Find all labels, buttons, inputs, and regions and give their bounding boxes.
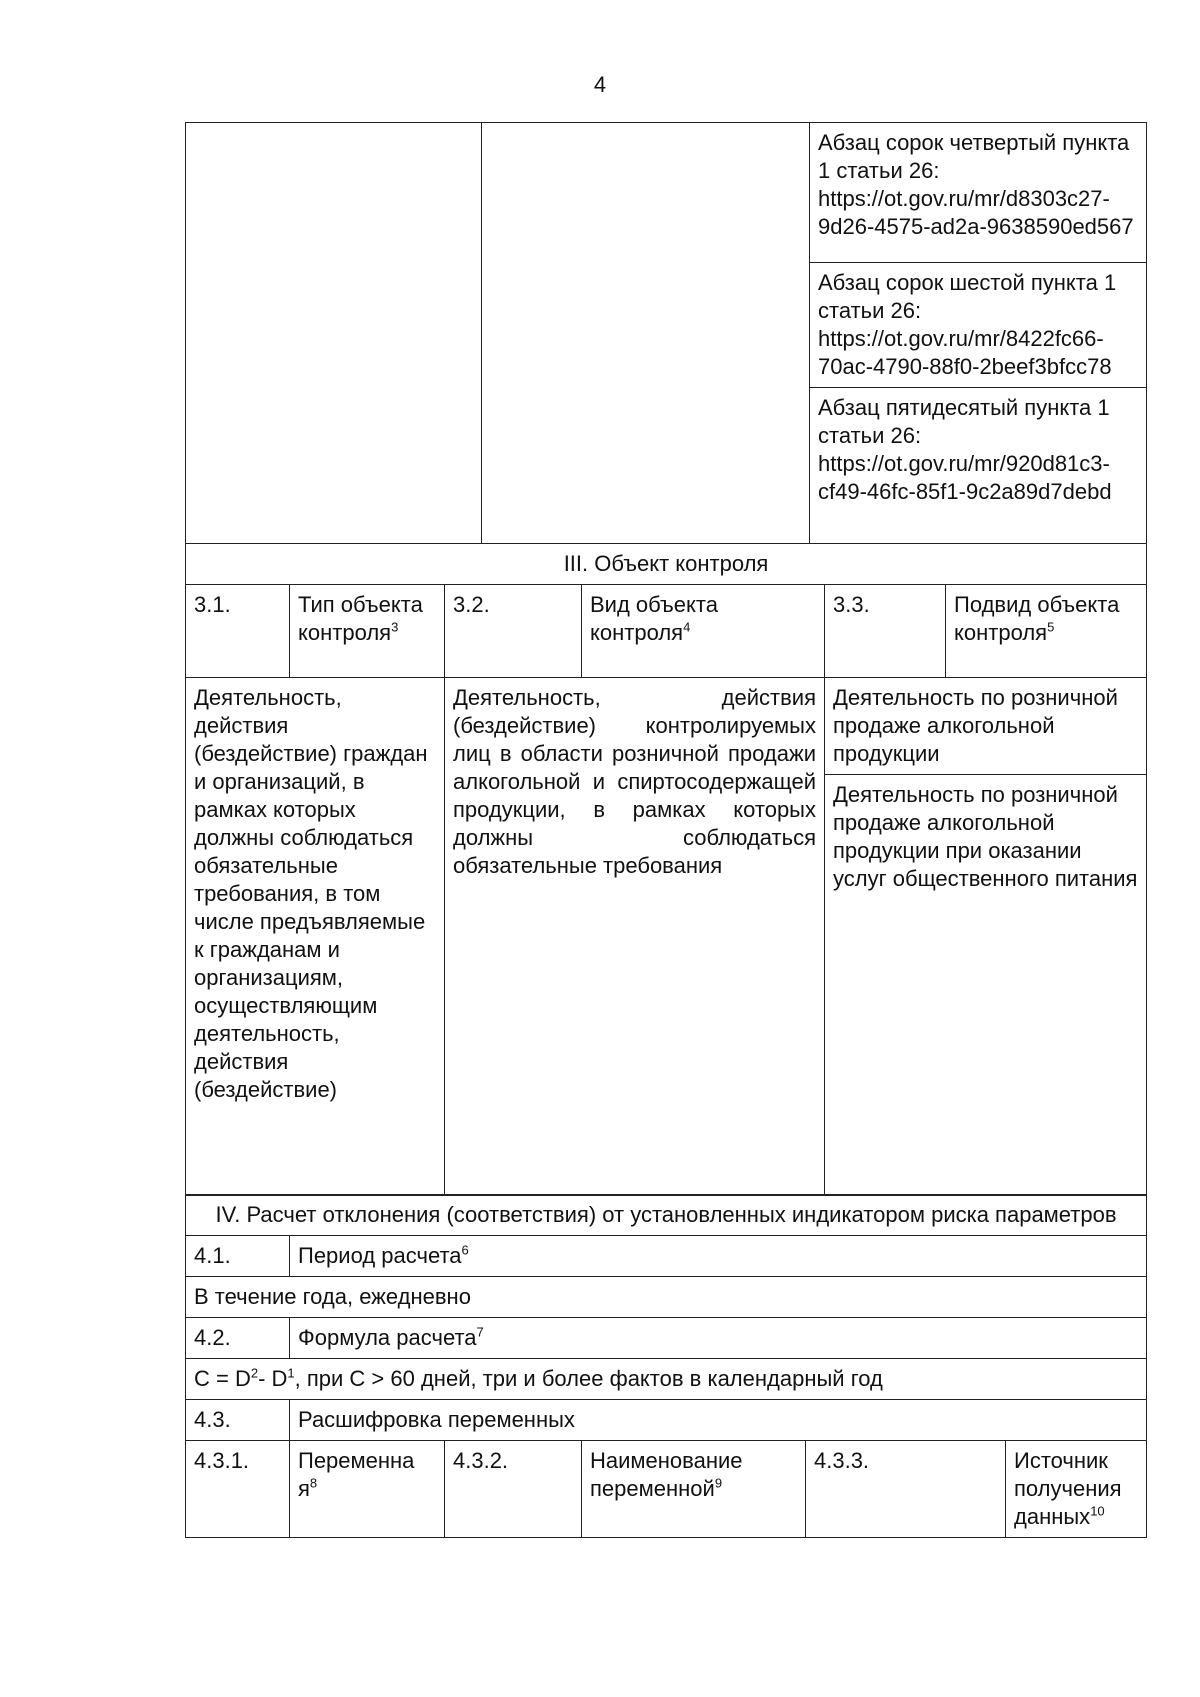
header-number: 3.2. (445, 584, 582, 677)
subkind-item: Деятельность по розничной продаже алкогольной продукции (833, 684, 1118, 766)
reference-item: Абзац сорок четвертый пункта 1 статьи 26: https://ot.gov.ru/mr/d8303c27-9d26-4575-ad2a-9638590ed567 (818, 130, 1134, 239)
data-source-label: Источник получения данных$^{10}$ (1006, 1441, 1147, 1538)
variables-label: Расшифровка переменных (290, 1400, 1147, 1441)
row-number: 4.1. (186, 1236, 290, 1277)
variable-label: Переменна $я^8$ (290, 1441, 445, 1538)
reference-item: Абзац пятидесятый пункта 1 статьи 26: https://ot.gov.ru/mr/920d81c3-cf49-46fc-85f1-9c2a89d7debd (810, 388, 1146, 517)
formula-value: $C = D^2-$ $D^1$, при C > 60 дней, три и более фактов в календарный год (186, 1359, 1147, 1400)
period-value: В течение года, ежедневно (186, 1277, 1147, 1318)
row-number: 4.3.2. (445, 1441, 582, 1538)
header-object-type: Тип объекта контроля$^3$ (290, 584, 445, 677)
regulation-table (185, 122, 1146, 1538)
header-object-kind: Вид объекта контроля$^4$ (582, 584, 825, 677)
row-number: 4.3. (186, 1400, 290, 1441)
period-label: Период расчета$^6$ (290, 1236, 1147, 1277)
section-4-title: IV. Расчет отклонения (соответствия) от установленных индикатором риска параметров (186, 1195, 1147, 1236)
references-cell (810, 123, 1147, 544)
row-number: 4.3.1. (186, 1441, 290, 1538)
header-number: 3.3. (825, 584, 946, 677)
empty-cell-left (186, 123, 482, 544)
object-type-text: Деятельность, действия (бездействие) граждан и организаций, в рамках которых должны соблюдаться обязательные требования, в том числе предъявляемые к гражданам и организациям, осуществляющим деятельность, действия (бездействие) (186, 677, 445, 1195)
empty-cell-middle (482, 123, 810, 544)
reference-item: Абзац сорок шестой пункта 1 статьи 26: https://ot.gov.ru/mr/8422fc66-70ac-4790-88f0-2beef3bfcc78 (810, 263, 1146, 388)
header-number: 3.1. (186, 584, 290, 677)
row-number: 4.2. (186, 1318, 290, 1359)
section-3-table (185, 543, 1147, 1196)
legal-references-table (185, 122, 1147, 544)
subkind-item: Деятельность по розничной продаже алкогольной продукции при оказании услуг общественного питания (825, 774, 1146, 899)
row-number: 4.3.3. (806, 1441, 1006, 1538)
variable-name-label: Наименование переменной$^9$ (582, 1441, 806, 1538)
object-subkinds-cell (825, 677, 1147, 1195)
section-3-title: III. Объект контроля (186, 543, 1147, 584)
object-kind-text: Деятельность, действия (бездействие) контролируемых лиц в области розничной продажи алкогольной и спиртосодержащей продукции, в рамках которых должны соблюдаться обязательные требования (445, 677, 825, 1195)
section-4-table (185, 1194, 1147, 1538)
header-object-subkind: Подвид объекта контроля$^5$ (946, 584, 1147, 677)
formula-label: Формула расчета$^7$ (290, 1318, 1147, 1359)
page-number: 4 (593, 72, 607, 97)
